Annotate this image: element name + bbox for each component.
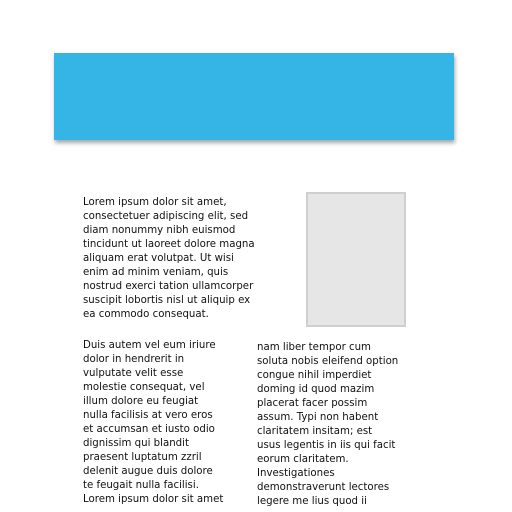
header-banner: [54, 53, 454, 140]
column-right-text: nam liber tempor cum soluta nobis eleifend option congue nihil imperdiet doming id quod mazim placerat facer possim assum. Typi non habent claritatem insitam; est usus legentis in iis qui facit eorum claritatem. Investigationes demonstraverunt lectores legere me lius quod ii: [257, 342, 399, 507]
column-left-text: Duis autem vel eum iriure dolor in hendrerit in vulputate velit esse molestie consequat, vel illum dolore eu feugiat nulla facilisis at vero eros et accumsan et iusto odio dignissim qui blandit praesent luptatum zzril delenit augue duis dolore te feugait nulla facilisi. Lorem ipsum dolor sit amet: [83, 340, 224, 505]
image-placeholder: [306, 192, 406, 327]
intro-paragraph: Lorem ipsum dolor sit amet, consectetuer adipiscing elit, sed diam nonummy nibh euismod tincidunt ut laoreet dolore magna aliquam erat volutpat. Ut wisi enim ad minim veniam, quis nostrud exerci tation ullamcorper suscipit lobortis nisl ut aliquip ex ea commodo consequat.: [83, 197, 255, 320]
